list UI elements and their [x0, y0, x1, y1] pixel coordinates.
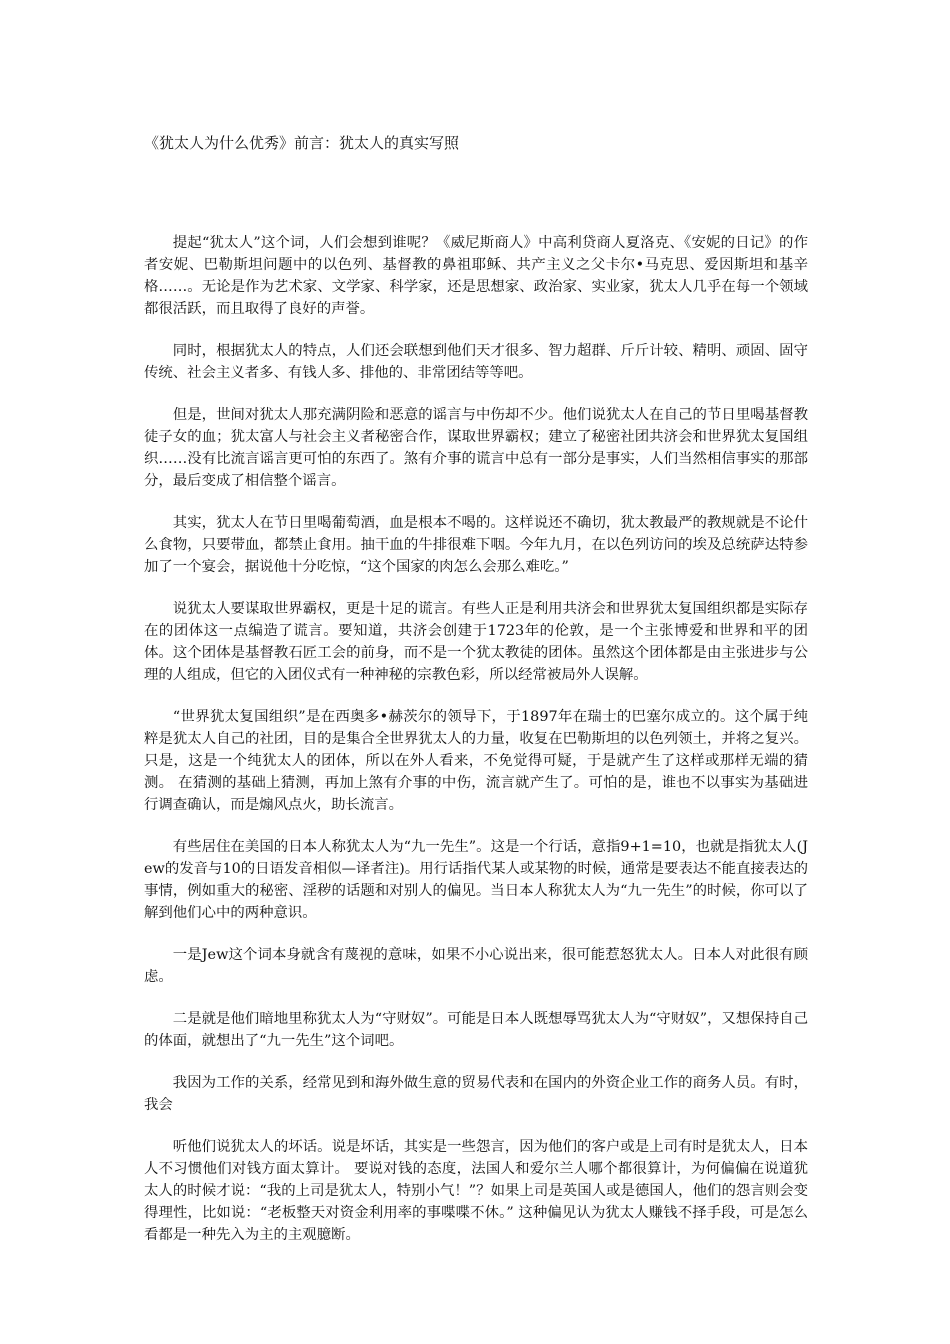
paragraph: 听他们说犹太人的坏话。说是坏话，其实是一些怨言，因为他们的客户或是上司有时是犹太人，日本人不习惯他们对钱方面太算计。 要说对钱的态度，法国人和爱尔兰人哪个都很算计，为何偏偏在说道犹太人的时候才说：“我的上司是犹太人，特别小气！”？如果上司是英国人或是德国人，他们的怨言则会变得理性，比如说：“老板整天对资金利用率的事喋喋不休。” 这种偏见认为犹太人赚钱不择手段，可是怎么看都是一种先入为主的主观臆断。	[144, 1139, 808, 1243]
paragraph: 提起“犹太人”这个词，人们会想到谁呢？《威尼斯商人》中高利贷商人夏洛克、《安妮的日记》的作者安妮、巴勒斯坦问题中的以色列、基督教的鼻祖耶稣、共产主义之父卡尔•马克思、爱因斯坦和基辛格……。无论是作为艺术家、文学家、科学家，还是思想家、政治家、实业家，犹太人几乎在每一个领域都很活跃，而且取得了良好的声誉。	[144, 235, 808, 317]
paragraph: 说犹太人要谋取世界霸权，更是十足的谎言。有些人正是利用共济会和世界犹太复国组织都是实际存在的团体这一点编造了谎言。要知道，共济会创建于1723年的伦敦，是一个主张博爱和世界和平的团体。这个团体是基督教石匠工会的前身，而不是一个犹太教徒的团体。虽然这个团体都是由主张进步与公理的人组成，但它的入团仪式有一种神秘的宗教色彩，所以经常被局外人误解。	[144, 601, 808, 683]
document-title: 《犹太人为什么优秀》前言：犹太人的真实写照	[144, 134, 460, 152]
paragraph: 我因为工作的关系，经常见到和海外做生意的贸易代表和在国内的外资企业工作的商务人员。有时，我会	[144, 1075, 808, 1113]
document-body	[144, 232, 808, 1266]
paragraph: 但是，世间对犹太人那充满阴险和恶意的谣言与中伤却不少。他们说犹太人在自己的节日里喝基督教徒子女的血；犹太富人与社会主义者秘密合作，谋取世界霸权；建立了秘密社团共济会和世界犹太复国组织……没有比流言谣言更可怕的东西了。煞有介事的谎言中总有一部分是事实，人们当然相信事实的那部分，最后变成了相信整个谣言。	[144, 407, 808, 489]
paragraph: 二是就是他们暗地里称犹太人为“守财奴”。可能是日本人既想辱骂犹太人为“守财奴”，又想保持自己的体面，就想出了“九一先生”这个词吧。	[144, 1011, 808, 1049]
paragraph: 其实，犹太人在节日里喝葡萄酒，血是根本不喝的。这样说还不确切，犹太教最严的教规就是不论什么食物，只要带血，都禁止食用。抽干血的牛排很难下咽。今年九月，在以色列访问的埃及总统萨达特参加了一个宴会，据说他十分吃惊，“这个国家的肉怎么会那么难吃。”	[144, 515, 808, 575]
paragraph: 同时，根据犹太人的特点，人们还会联想到他们天才很多、智力超群、斤斤计较、精明、顽固、固守传统、社会主义者多、有钱人多、排他的、非常团结等等吧。	[144, 343, 808, 381]
paragraph: 有些居住在美国的日本人称犹太人为“九一先生”。这是一个行话，意指9+1=10，也就是指犹太人(Jew的发音与10的日语发音相似—译者注)。用行话指代某人或某物的时候，通常是要表达不能直接表达的事情，例如重大的秘密、淫秽的话题和对别人的偏见。当日本人称犹太人为“九一先生”的时候，你可以了解到他们心中的两种意识。	[144, 839, 808, 921]
paragraph: 一是Jew这个词本身就含有蔑视的意味，如果不小心说出来，很可能惹怒犹太人。日本人对此很有顾虑。	[144, 947, 808, 985]
paragraph: “世界犹太复国组织”是在西奥多•赫茨尔的领导下，于1897年在瑞士的巴塞尔成立的。这个属于纯粹是犹太人自己的社团，目的是集合全世界犹太人的力量，收复在巴勒斯坦的以色列领土，并将之复兴。只是，这是一个纯犹太人的团体，所以在外人看来，不免觉得可疑，于是就产生了这样或那样无端的猜测。 在猜测的基础上猜测，再加上煞有介事的中伤，流言就产生了。可怕的是，谁也不以事实为基础进行调查确认，而是煽风点火，助长流言。	[144, 709, 808, 813]
